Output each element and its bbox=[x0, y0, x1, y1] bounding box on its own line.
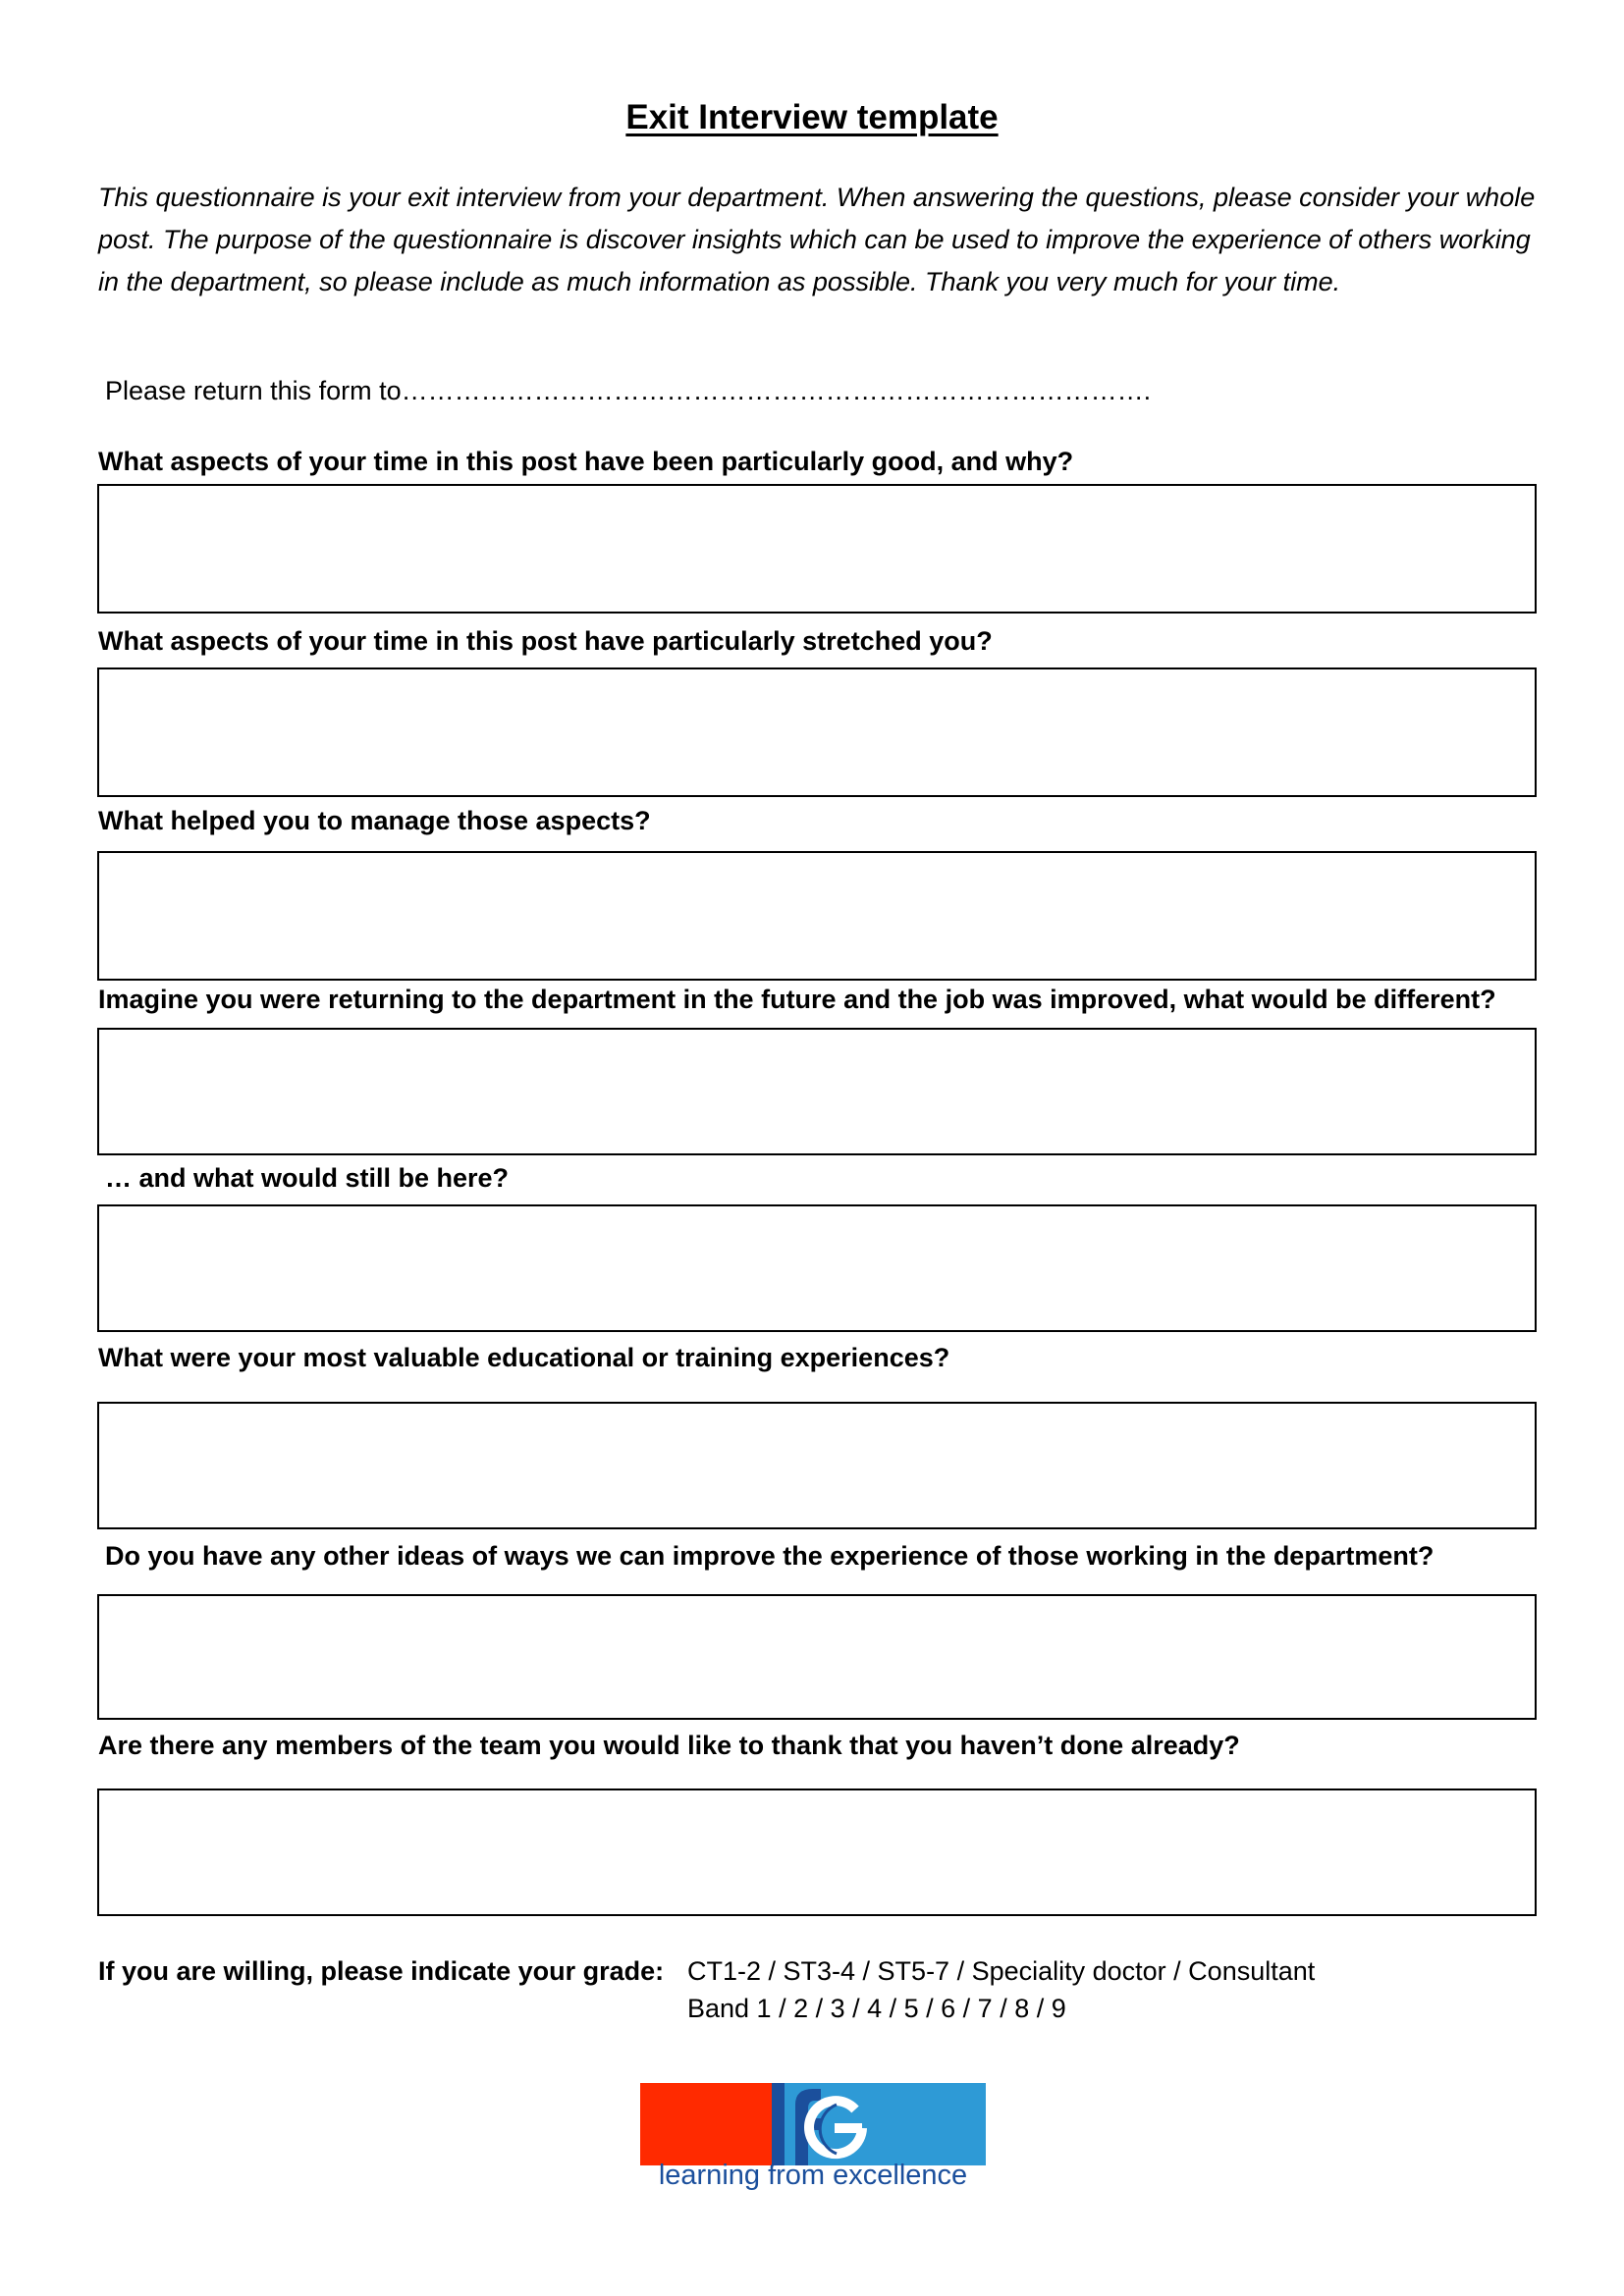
answer-box-4[interactable] bbox=[97, 1028, 1537, 1155]
answer-box-3[interactable] bbox=[97, 851, 1537, 981]
page-title: Exit Interview template bbox=[625, 98, 999, 136]
grade-label: If you are willing, please indicate your grade: bbox=[98, 1956, 665, 1986]
grade-options-doctors: CT1-2 / ST3-4 / ST5-7 / Speciality doctor / Consultant bbox=[687, 1956, 1316, 1986]
question-5-label: … and what would still be here? bbox=[105, 1163, 510, 1193]
answer-box-7[interactable] bbox=[97, 1594, 1537, 1720]
return-form-line: Please return this form to…………………………………………………………………………. bbox=[105, 376, 1152, 405]
grade-options-bands: Band 1 / 2 / 3 / 4 / 5 / 6 / 7 / 8 / 9 bbox=[687, 1994, 1066, 2023]
answer-box-6[interactable] bbox=[97, 1402, 1537, 1529]
answer-box-1[interactable] bbox=[97, 484, 1537, 614]
answer-box-5[interactable] bbox=[97, 1204, 1537, 1332]
question-1-label: What aspects of your time in this post have been particularly good, and why? bbox=[98, 447, 1074, 476]
logo-tagline: learning from excellence bbox=[658, 2160, 968, 2191]
answer-box-8[interactable] bbox=[97, 1789, 1537, 1916]
question-4-label: Imagine you were returning to the department in the future and the job was improved, what would be different? bbox=[98, 985, 1496, 1014]
intro-paragraph: This questionnaire is your exit interview from your department. When answering the questions, please consider your whole post. The purpose of the questionnaire is discover insights which can be used to improve the experience of others working in the department, so please include as much information as possible. Thank you very much for your time. bbox=[98, 183, 1536, 296]
question-8-label: Are there any members of the team you would like to thank that you haven’t done already? bbox=[98, 1731, 1240, 1760]
question-3-label: What helped you to manage those aspects? bbox=[98, 806, 651, 835]
question-6-label: What were your most valuable educational or training experiences? bbox=[98, 1343, 950, 1372]
logo-red-block bbox=[640, 2083, 772, 2165]
question-7-label: Do you have any other ideas of ways we can improve the experience of those working in the department? bbox=[105, 1541, 1435, 1571]
question-2-label: What aspects of your time in this post have particularly stretched you? bbox=[98, 626, 993, 656]
answer-box-2[interactable] bbox=[97, 667, 1537, 797]
